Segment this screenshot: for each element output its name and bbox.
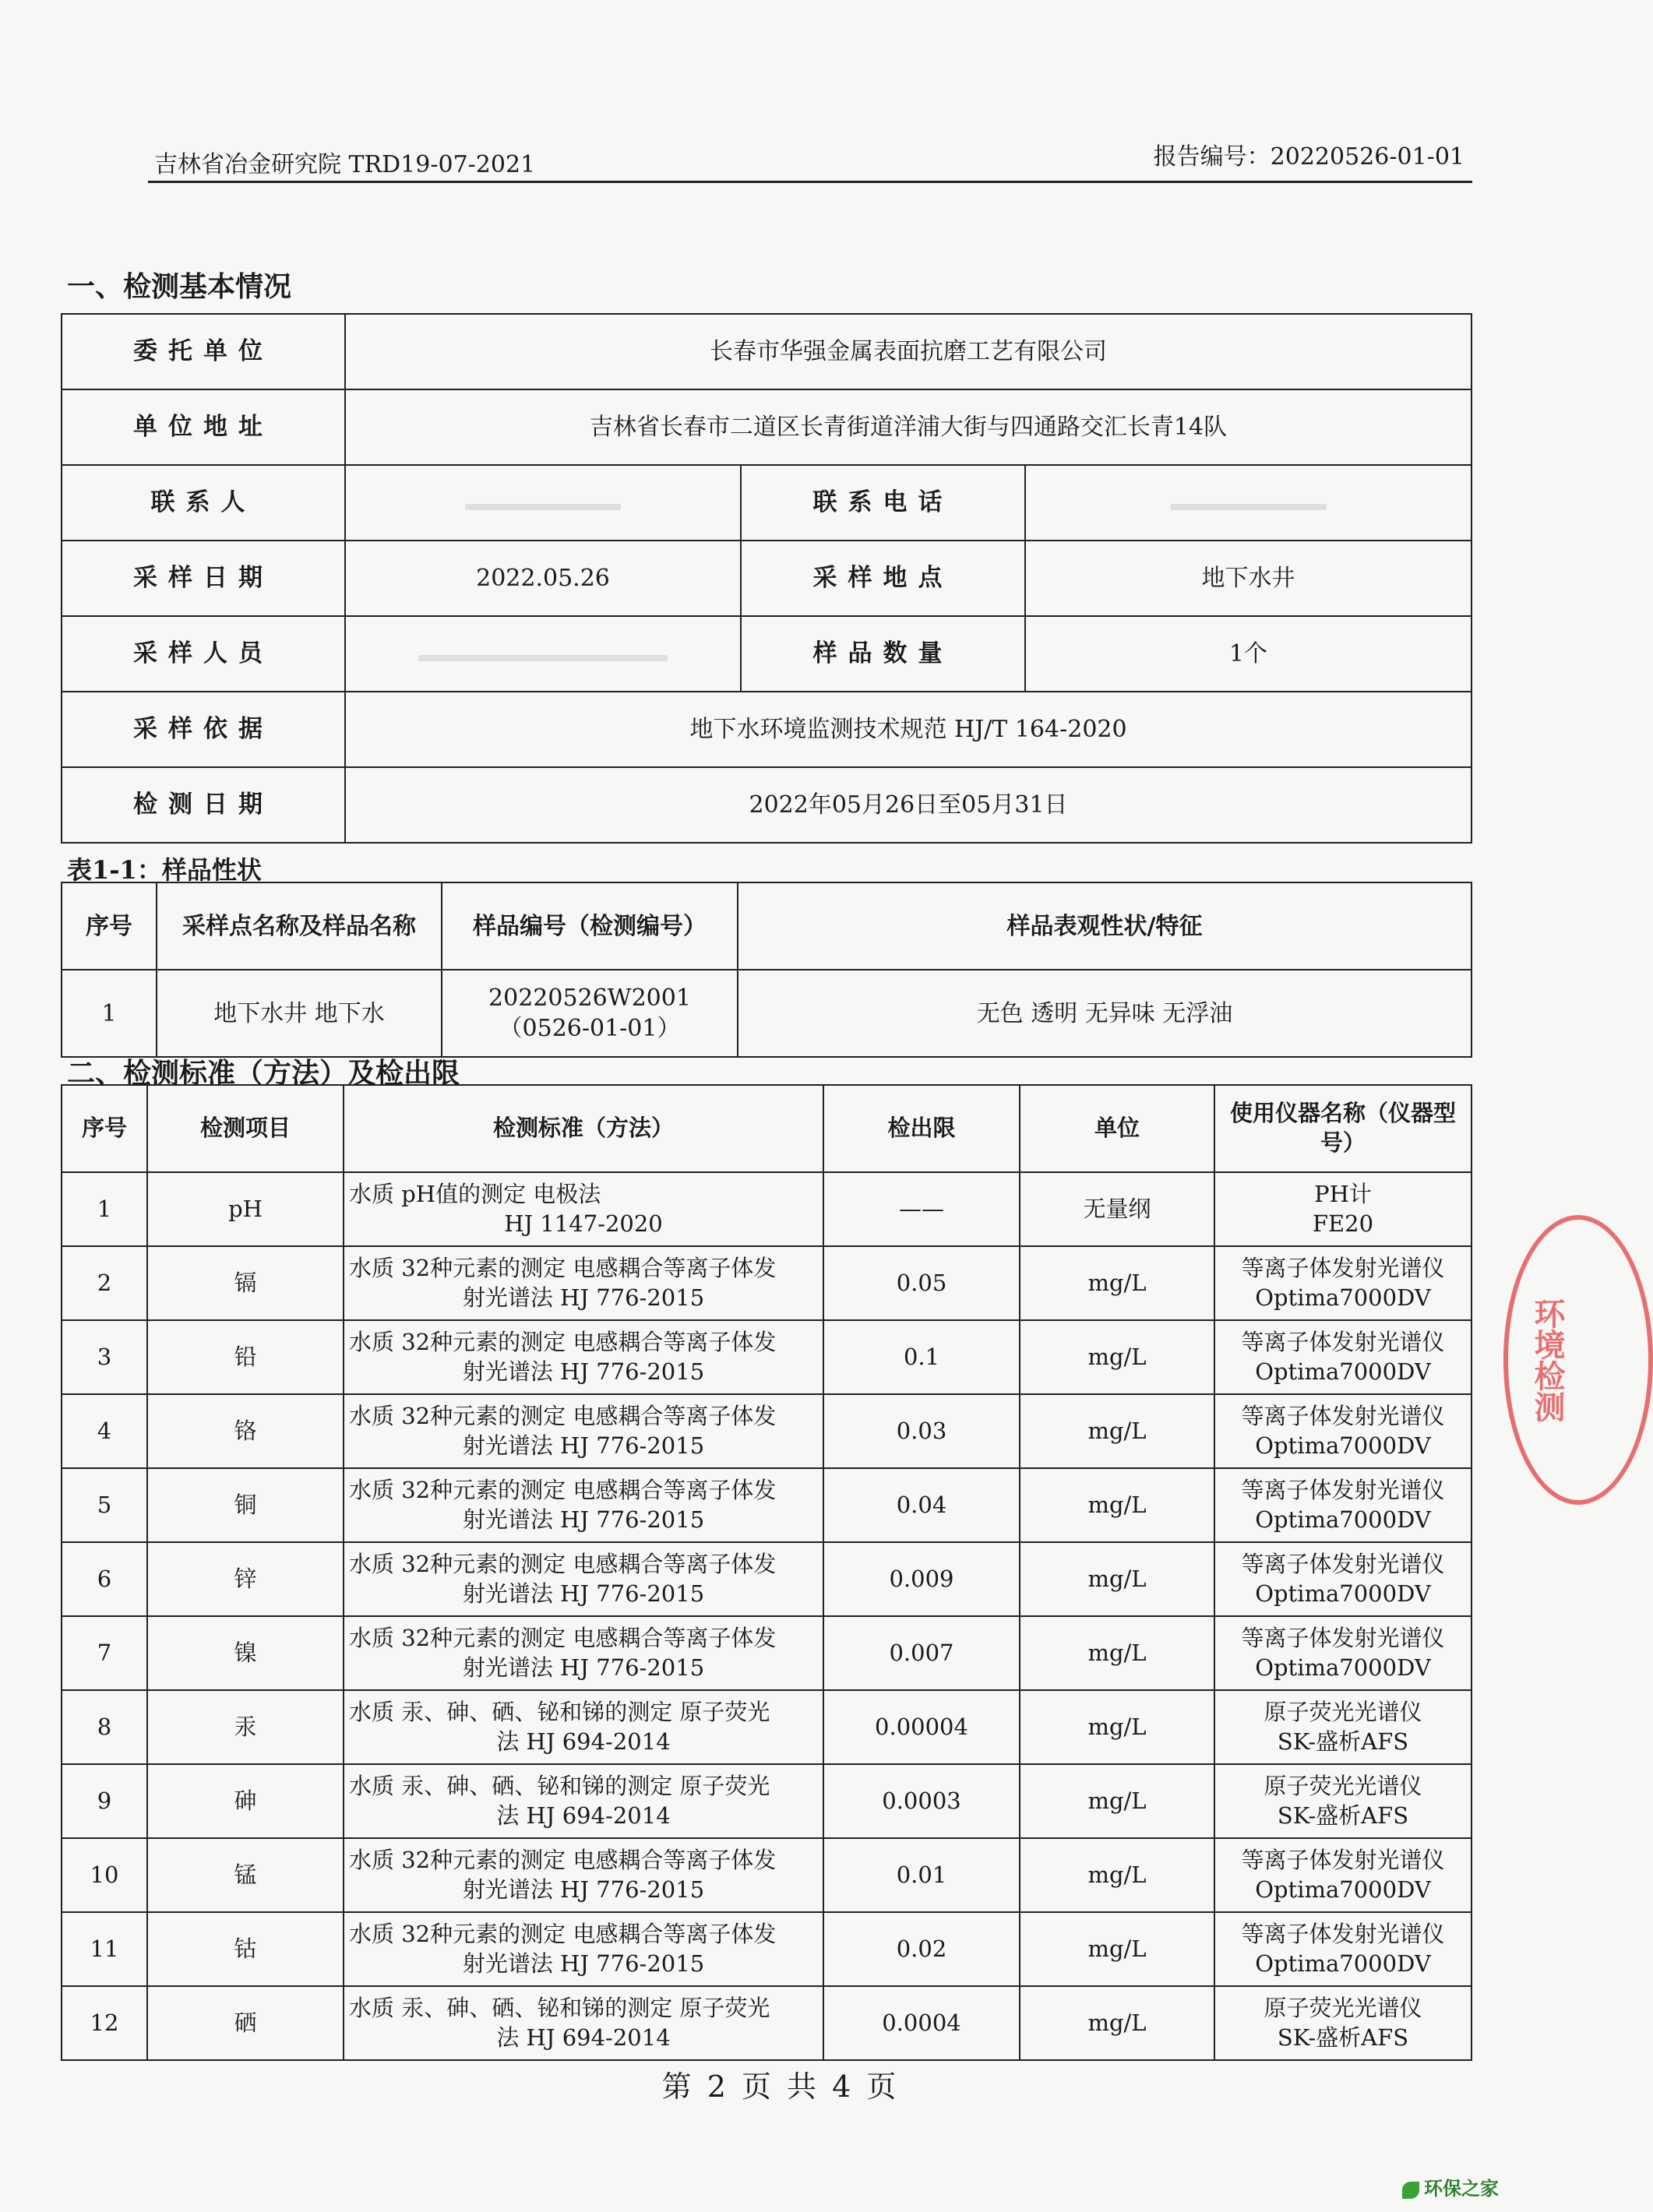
instrument-model: Optima7000DV — [1255, 1654, 1431, 1681]
table-header-row — [62, 1085, 1471, 1172]
detection-limit: 0.007 — [823, 1616, 1020, 1690]
redaction-mark — [1171, 504, 1327, 510]
address-label: 单位地址 — [62, 389, 345, 465]
col-header-sample-code: 样品编号（检测编号） — [442, 882, 738, 970]
table-row — [62, 314, 1471, 389]
table-row — [62, 1320, 1471, 1394]
instrument-model: Optima7000DV — [1255, 1284, 1431, 1311]
instrument-name: 等离子体发射光谱仪 — [1241, 1476, 1445, 1503]
test-item: 钴 — [147, 1912, 344, 1986]
instrument-name: 原子荧光光谱仪 — [1264, 1994, 1422, 2021]
row-no: 10 — [62, 1838, 147, 1912]
test-item: 铜 — [147, 1468, 344, 1542]
sample-table-title: 表1-1：样品性状 — [67, 855, 262, 885]
unit: mg/L — [1020, 1320, 1214, 1394]
unit: mg/L — [1020, 1986, 1214, 2060]
standard-line1: 水质 32种元素的测定 电感耦合等离子体发 — [349, 1328, 777, 1355]
sample-code-alt: （0526-01-01） — [499, 1015, 681, 1042]
standard-line1: 水质 汞、砷、硒、铋和锑的测定 原子荧光 — [349, 1698, 770, 1725]
detection-limit: 0.00004 — [823, 1690, 1020, 1764]
standard-line2: 射光谱法 HJ 776-2015 — [462, 1950, 705, 1977]
sampler-label: 采样人员 — [62, 616, 345, 692]
test-standard — [344, 1838, 823, 1912]
sampling-date-label: 采样日期 — [62, 541, 345, 616]
contact-value-redacted — [345, 465, 741, 541]
stamp-text: 环境检测 — [1529, 1298, 1566, 1422]
instrument-name: 等离子体发射光谱仪 — [1241, 1402, 1445, 1429]
sample-code-cell — [442, 970, 738, 1057]
unit: 无量纲 — [1020, 1172, 1214, 1246]
sample-count-value: 1个 — [1025, 616, 1471, 692]
standard-line1: 水质 32种元素的测定 电感耦合等离子体发 — [349, 1846, 777, 1873]
instrument — [1214, 1468, 1471, 1542]
row-no: 7 — [62, 1616, 147, 1690]
instrument — [1214, 1616, 1471, 1690]
section2-title: 二、检测标准（方法）及检出限 — [67, 1057, 460, 1090]
standard-line1: 水质 汞、砷、硒、铋和锑的测定 原子荧光 — [349, 1772, 770, 1799]
basis-label: 采样依据 — [62, 692, 345, 767]
row-no: 8 — [62, 1690, 147, 1764]
table-row — [62, 970, 1471, 1057]
method-table — [61, 1084, 1472, 2061]
standard-line1: 水质 32种元素的测定 电感耦合等离子体发 — [349, 1254, 777, 1281]
table-row — [62, 1912, 1471, 1986]
test-item: 铅 — [147, 1320, 344, 1394]
detection-limit: 0.01 — [823, 1838, 1020, 1912]
instrument — [1214, 1690, 1471, 1764]
watermark-text: 环保之家 — [1424, 2179, 1499, 2200]
test-standard — [344, 1394, 823, 1468]
row-no: 3 — [62, 1320, 147, 1394]
instrument-name: 原子荧光光谱仪 — [1264, 1698, 1422, 1725]
standard-line2: 射光谱法 HJ 776-2015 — [462, 1284, 705, 1311]
standard-line1: 水质 32种元素的测定 电感耦合等离子体发 — [349, 1402, 777, 1429]
standard-line1: 水质 32种元素的测定 电感耦合等离子体发 — [349, 1476, 777, 1503]
table-row — [62, 1246, 1471, 1320]
detection-limit: 0.1 — [823, 1320, 1020, 1394]
sample-code: 20220526W2001 — [488, 984, 691, 1012]
sample-appearance: 无色 透明 无异味 无浮油 — [738, 970, 1471, 1057]
phone-label: 联系电话 — [741, 465, 1025, 541]
test-item: 锌 — [147, 1542, 344, 1616]
unit: mg/L — [1020, 1616, 1214, 1690]
unit: mg/L — [1020, 1838, 1214, 1912]
table-row — [62, 1542, 1471, 1616]
table-row — [62, 1468, 1471, 1542]
col-header-limit: 检出限 — [823, 1085, 1020, 1172]
test-standard — [344, 1912, 823, 1986]
instrument — [1214, 1912, 1471, 1986]
test-standard — [344, 1764, 823, 1838]
watermark-logo — [1402, 2173, 1499, 2200]
phone-value-redacted — [1025, 465, 1471, 541]
instrument-name: PH计 — [1314, 1180, 1372, 1207]
test-item: 锰 — [147, 1838, 344, 1912]
row-no: 5 — [62, 1468, 147, 1542]
col-header-sample-name: 采样点名称及样品名称 — [157, 882, 442, 970]
table-row — [62, 1838, 1471, 1912]
instrument — [1214, 1542, 1471, 1616]
sampling-site-value: 地下水井 — [1025, 541, 1471, 616]
test-date-value: 2022年05月26日至05月31日 — [345, 767, 1471, 843]
unit: mg/L — [1020, 1394, 1214, 1468]
table-header-row — [62, 882, 1471, 970]
test-item: 汞 — [147, 1690, 344, 1764]
test-date-label: 检测日期 — [62, 767, 345, 843]
instrument-model: Optima7000DV — [1255, 1950, 1431, 1977]
table-row — [62, 541, 1471, 616]
instrument-model: Optima7000DV — [1255, 1580, 1431, 1607]
redaction-mark — [465, 504, 621, 510]
table-row — [62, 1690, 1471, 1764]
unit: mg/L — [1020, 1468, 1214, 1542]
unit: mg/L — [1020, 1690, 1214, 1764]
report-number: 报告编号：20220526-01-01 — [1153, 143, 1464, 171]
leaf-icon — [1402, 2182, 1419, 2199]
standard-line1: 水质 汞、砷、硒、铋和锑的测定 原子荧光 — [349, 1994, 770, 2021]
test-standard — [344, 1246, 823, 1320]
basic-info-table — [61, 313, 1472, 844]
standard-line1: 水质 32种元素的测定 电感耦合等离子体发 — [349, 1550, 777, 1577]
test-standard — [344, 1616, 823, 1690]
sampler-value-redacted — [345, 616, 741, 692]
col-header-instrument: 使用仪器名称（仪器型号） — [1214, 1085, 1471, 1172]
institute-code: 吉林省冶金研究院 TRD19-07-2021 — [154, 151, 536, 178]
table-row — [62, 389, 1471, 465]
test-standard — [344, 1468, 823, 1542]
instrument-name: 等离子体发射光谱仪 — [1241, 1254, 1445, 1281]
instrument-name: 等离子体发射光谱仪 — [1241, 1328, 1445, 1355]
col-header-unit: 单位 — [1020, 1085, 1214, 1172]
instrument-name: 等离子体发射光谱仪 — [1241, 1846, 1445, 1873]
instrument — [1214, 1320, 1471, 1394]
instrument-model: Optima7000DV — [1255, 1876, 1431, 1903]
test-item: 铬 — [147, 1394, 344, 1468]
instrument — [1214, 1172, 1471, 1246]
page-number: 第 2 页 共 4 页 — [661, 2069, 900, 2104]
instrument-name: 等离子体发射光谱仪 — [1241, 1624, 1445, 1651]
standard-line2: 射光谱法 HJ 776-2015 — [462, 1506, 705, 1533]
test-standard — [344, 1986, 823, 2060]
unit: mg/L — [1020, 1912, 1214, 1986]
col-header-no: 序号 — [62, 1085, 147, 1172]
redaction-mark — [418, 655, 668, 661]
detection-limit: 0.03 — [823, 1394, 1020, 1468]
instrument — [1214, 1986, 1471, 2060]
client-value: 长春市华强金属表面抗磨工艺有限公司 — [345, 314, 1471, 389]
unit: mg/L — [1020, 1542, 1214, 1616]
test-item: 镉 — [147, 1246, 344, 1320]
test-standard — [344, 1320, 823, 1394]
row-no: 4 — [62, 1394, 147, 1468]
col-header-appearance: 样品表观性状/特征 — [738, 882, 1471, 970]
standard-line2: HJ 1147-2020 — [504, 1210, 663, 1237]
instrument — [1214, 1764, 1471, 1838]
instrument-name: 等离子体发射光谱仪 — [1241, 1550, 1445, 1577]
instrument — [1214, 1246, 1471, 1320]
row-no: 9 — [62, 1764, 147, 1838]
instrument-model: SK-盛析AFS — [1277, 1802, 1409, 1829]
table-row — [62, 692, 1471, 767]
row-no: 2 — [62, 1246, 147, 1320]
test-standard — [344, 1542, 823, 1616]
contact-label: 联系人 — [62, 465, 345, 541]
test-item: 镍 — [147, 1616, 344, 1690]
instrument-model: SK-盛析AFS — [1277, 1728, 1409, 1755]
basis-value: 地下水环境监测技术规范 HJ/T 164-2020 — [345, 692, 1471, 767]
table-row — [62, 1616, 1471, 1690]
table-row — [62, 1764, 1471, 1838]
row-no: 12 — [62, 1986, 147, 2060]
table-row — [62, 767, 1471, 843]
table-row — [62, 1986, 1471, 2060]
standard-line2: 法 HJ 694-2014 — [496, 2024, 671, 2051]
standard-line2: 法 HJ 694-2014 — [496, 1802, 671, 1829]
table-row — [62, 1394, 1471, 1468]
unit: mg/L — [1020, 1246, 1214, 1320]
standard-line2: 射光谱法 HJ 776-2015 — [462, 1876, 705, 1903]
row-no: 1 — [62, 1172, 147, 1246]
test-item: pH — [147, 1172, 344, 1246]
col-header-standard: 检测标准（方法） — [344, 1085, 823, 1172]
test-standard — [344, 1690, 823, 1764]
standard-line2: 射光谱法 HJ 776-2015 — [462, 1432, 705, 1459]
test-item: 砷 — [147, 1764, 344, 1838]
standard-line1: 水质 32种元素的测定 电感耦合等离子体发 — [349, 1624, 777, 1651]
detection-limit: 0.04 — [823, 1468, 1020, 1542]
standard-line2: 法 HJ 694-2014 — [496, 1728, 671, 1755]
detection-limit: 0.0003 — [823, 1764, 1020, 1838]
detection-limit: 0.009 — [823, 1542, 1020, 1616]
address-value: 吉林省长春市二道区长青街道洋浦大街与四通路交汇长青14队 — [345, 389, 1471, 465]
instrument-model: FE20 — [1312, 1210, 1374, 1237]
standard-line2: 射光谱法 HJ 776-2015 — [462, 1358, 705, 1385]
section1-title: 一、检测基本情况 — [67, 270, 292, 303]
col-header-no: 序号 — [62, 882, 157, 970]
unit: mg/L — [1020, 1764, 1214, 1838]
instrument-name: 原子荧光光谱仪 — [1264, 1772, 1422, 1799]
page-header — [148, 134, 1472, 183]
client-label: 委托单位 — [62, 314, 345, 389]
instrument-model: Optima7000DV — [1255, 1432, 1431, 1459]
standard-line2: 射光谱法 HJ 776-2015 — [462, 1580, 705, 1607]
test-item: 硒 — [147, 1986, 344, 2060]
detection-limit: —— — [823, 1172, 1020, 1246]
instrument — [1214, 1838, 1471, 1912]
row-no: 6 — [62, 1542, 147, 1616]
table-row — [62, 465, 1471, 541]
detection-limit: 0.0004 — [823, 1986, 1020, 2060]
sampling-site-label: 采样地点 — [741, 541, 1025, 616]
standard-line1: 水质 32种元素的测定 电感耦合等离子体发 — [349, 1920, 777, 1947]
sample-count-label: 样品数量 — [741, 616, 1025, 692]
sampling-date-value: 2022.05.26 — [345, 541, 741, 616]
row-no: 11 — [62, 1912, 147, 1986]
table-row — [62, 616, 1471, 692]
standard-line2: 射光谱法 HJ 776-2015 — [462, 1654, 705, 1681]
instrument-model: Optima7000DV — [1255, 1506, 1431, 1533]
test-standard — [344, 1172, 823, 1246]
sample-no: 1 — [62, 970, 157, 1057]
instrument-model: Optima7000DV — [1255, 1358, 1431, 1385]
sample-name: 地下水井 地下水 — [157, 970, 442, 1057]
instrument-name: 等离子体发射光谱仪 — [1241, 1920, 1445, 1947]
detection-limit: 0.05 — [823, 1246, 1020, 1320]
red-seal-stamp — [1503, 1215, 1653, 1505]
sample-properties-table — [61, 882, 1472, 1058]
instrument-model: SK-盛析AFS — [1277, 2024, 1409, 2051]
col-header-item: 检测项目 — [147, 1085, 344, 1172]
detection-limit: 0.02 — [823, 1912, 1020, 1986]
standard-line1: 水质 pH值的测定 电极法 — [349, 1180, 601, 1207]
table-row — [62, 1172, 1471, 1246]
instrument — [1214, 1394, 1471, 1468]
